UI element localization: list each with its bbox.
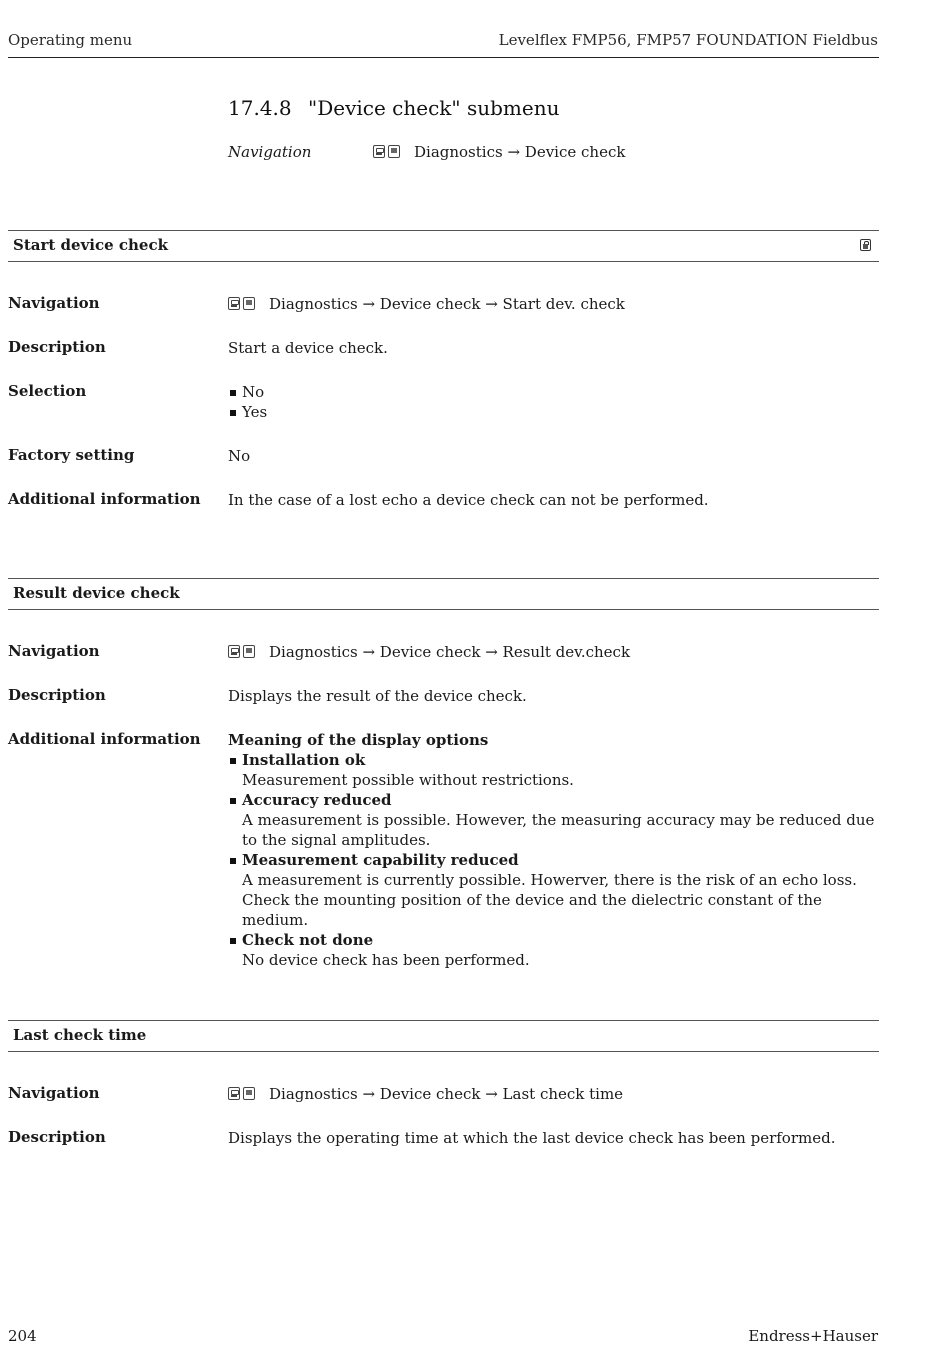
footer-brand: Endress+Hauser [748,1327,878,1345]
operating-tool-icon [228,1087,240,1100]
header-divider [8,57,879,58]
section-navigation-label: Navigation [228,143,312,161]
navigation-label: Navigation [8,294,100,312]
navigation-label: Navigation [8,642,100,660]
navigation-path-text: Diagnostics → Device check → Result dev.check [269,643,631,661]
navigation-label: Navigation [8,1084,100,1102]
option-text: No device check has been performed. [242,951,530,969]
display-option [228,750,879,790]
nav-icons [228,645,255,658]
option-text: Measurement possible without restrictions. [242,771,574,789]
additional-info-label: Additional information [8,730,201,748]
section-title: "Device check" submenu [308,96,560,120]
display-options-heading: Meaning of the display options [228,731,489,749]
section-number: 17.4.8 [228,96,292,120]
description-label: Description [8,1128,106,1146]
operating-tool-icon [228,645,240,658]
nav-icons [228,297,255,310]
display-option [228,850,879,930]
option-text: A measurement is possible. However, the measuring accuracy may be reduced due to the signal amplitudes. [242,811,875,849]
param-title: Last check time [13,1026,147,1044]
local-display-icon [243,297,255,310]
param-header-result-device-check [8,578,879,610]
write-protection-lock-icon [860,239,871,251]
selection-option: No [228,382,267,402]
display-option [228,790,879,850]
page-number: 204 [8,1327,37,1345]
param-header-last-check-time [8,1020,879,1052]
selection-option: Yes [228,402,267,422]
description-label: Description [8,338,106,356]
navigation-path-text: Diagnostics → Device check → Last check time [269,1085,624,1103]
local-display-icon [243,645,255,658]
option-text: A measurement is currently possible. Howerver, there is the risk of an echo loss. Check the mounting position of the device and the dielectric constant of the medium. [242,871,857,929]
navigation-path [228,294,625,314]
additional-info-label: Additional information [8,490,201,508]
nav-icons [373,145,400,158]
operating-tool-icon [228,297,240,310]
description-text: Start a device check. [228,339,388,357]
option-name: Accuracy reduced [242,791,392,809]
section-navigation-path: Diagnostics → Device check [414,143,626,161]
local-display-icon [388,145,400,158]
operating-tool-icon [373,145,385,158]
navigation-path [228,1084,623,1104]
navigation-path-text: Diagnostics → Device check → Start dev. check [269,295,625,313]
display-options [228,730,879,970]
running-header-right: Levelflex FMP56, FMP57 FOUNDATION Fieldbus [498,31,878,49]
additional-info-text: In the case of a lost echo a device check can not be performed. [228,491,709,509]
param-title: Start device check [13,236,168,254]
selection-label: Selection [8,382,87,400]
description-label: Description [8,686,106,704]
option-name: Check not done [242,931,374,949]
param-header-start-device-check [8,230,879,262]
option-name: Installation ok [242,751,366,769]
option-name: Measurement capability reduced [242,851,519,869]
display-option [228,930,879,970]
section-heading [228,96,559,120]
description-text: Displays the operating time at which the last device check has been performed. [228,1129,836,1147]
factory-setting-value: No [228,447,251,465]
local-display-icon [243,1087,255,1100]
section-navigation [228,143,625,161]
description-text: Displays the result of the device check. [228,687,527,705]
nav-icons [228,1087,255,1100]
running-header-left: Operating menu [8,31,133,49]
factory-setting-label: Factory setting [8,446,135,464]
param-title: Result device check [13,584,180,602]
selection-list [228,382,267,422]
navigation-path [228,642,630,662]
